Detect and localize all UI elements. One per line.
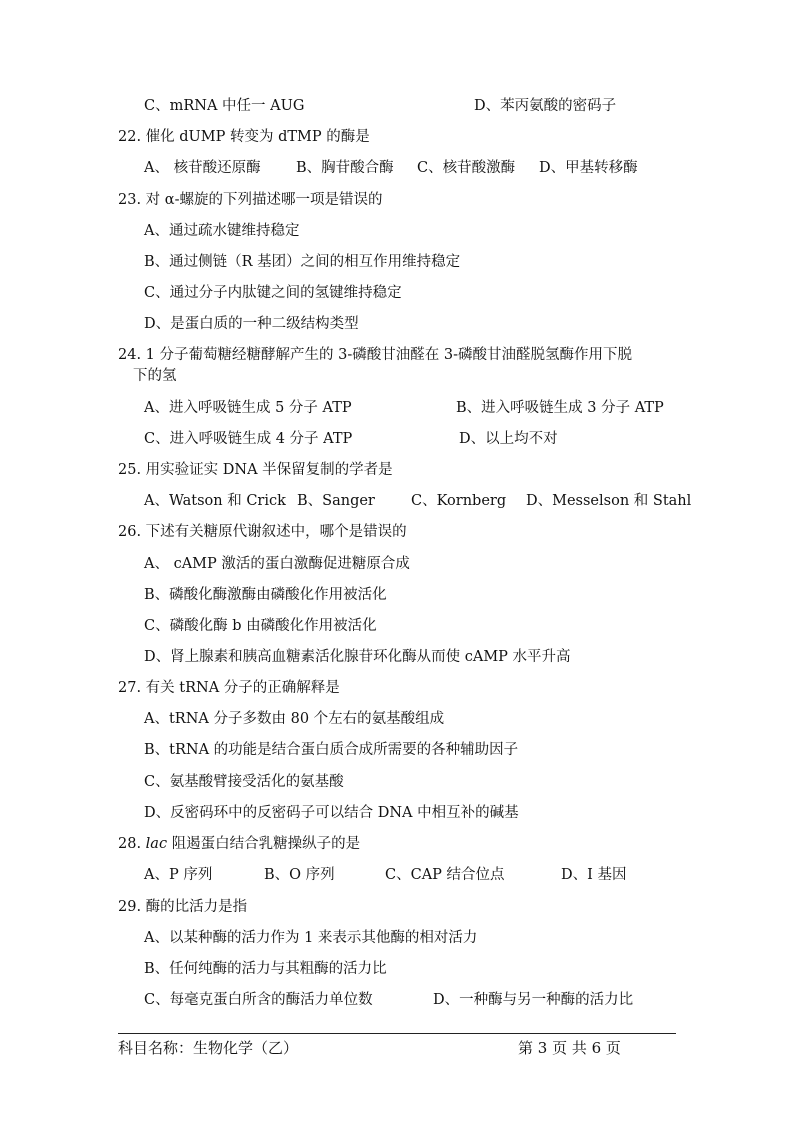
q28-stem-number: 28. <box>118 836 142 852</box>
q24-option-b: B、进入呼吸链生成 3 分子 ATP <box>456 400 664 416</box>
q23-option-a: A、通过疏水键维持稳定 <box>144 223 300 239</box>
q25-option-b: B、Sanger <box>297 493 375 509</box>
footer-page-number: 第 3 页 共 6 页 <box>518 1039 621 1057</box>
q27-option-a: A、tRNA 分子多数由 80 个左右的氨基酸组成 <box>144 711 445 727</box>
q24-option-c: C、进入呼吸链生成 4 分子 ATP <box>144 431 353 447</box>
q25-option-c: C、Kornberg <box>411 493 507 509</box>
footer-subject: 科目名称：生物化学（乙） <box>118 1039 299 1057</box>
q26-option-a: A、 cAMP 激活的蛋白激酶促进糖原合成 <box>144 556 410 572</box>
q28-option-c: C、CAP 结合位点 <box>385 867 505 883</box>
q22-option-a: A、 核苷酸还原酶 <box>144 160 261 176</box>
q27-option-b: B、tRNA 的功能是结合蛋白质合成所需要的各种辅助因子 <box>144 742 519 758</box>
q29-option-d: D、一种酶与另一种酶的活力比 <box>433 992 634 1008</box>
q29-option-b: B、任何纯酶的活力与其粗酶的活力比 <box>144 961 387 977</box>
q22-stem: 22. 催化 dUMP 转变为 dTMP 的酶是 <box>118 129 370 145</box>
q27-option-c: C、氨基酸臂接受活化的氨基酸 <box>144 774 344 790</box>
q22-option-b: B、胸苷酸合酶 <box>296 160 394 176</box>
q28-option-a: A、P 序列 <box>144 867 213 883</box>
q26-stem: 26. 下述有关糖原代谢叙述中，哪个是错误的 <box>118 524 407 540</box>
q29-stem: 29. 酶的比活力是指 <box>118 899 248 915</box>
q25-stem: 25. 用实验证实 DNA 半保留复制的学者是 <box>118 462 393 478</box>
q28-option-d: D、I 基因 <box>561 867 627 883</box>
q23-stem: 23. 对 α-螺旋的下列描述哪一项是错误的 <box>118 192 383 208</box>
q26-option-b: B、磷酸化酶激酶由磷酸化作用被活化 <box>144 587 387 603</box>
q23-option-b: B、通过侧链（R 基团）之间的相互作用维持稳定 <box>144 254 461 270</box>
q26-option-c: C、磷酸化酶 b 由磷酸化作用被活化 <box>144 618 377 634</box>
q25-option-a: A、Watson 和 Crick <box>144 493 286 509</box>
q28-stem-lac: lac <box>145 836 168 852</box>
q29-option-a: A、以某种酶的活力作为 1 来表示其他酶的相对活力 <box>144 930 478 946</box>
q28-stem-text: 阻遏蛋白结合乳糖操纵子的是 <box>171 836 361 852</box>
q24-stem-line2: 下的氢 <box>133 368 177 384</box>
q24-stem-line1: 24. 1 分子葡萄糖经糖酵解产生的 3-磷酸甘油醛在 3-磷酸甘油醛脱氢酶作用下脱 <box>118 347 632 363</box>
q22-option-d: D、甲基转移酶 <box>539 160 638 176</box>
q21-option-d: D、苯丙氨酸的密码子 <box>474 98 617 114</box>
q26-option-d: D、肾上腺素和胰高血糖素活化腺苷环化酶从而使 cAMP 水平升高 <box>144 649 571 665</box>
q24-option-d: D、以上均不对 <box>459 431 558 447</box>
q28-stem <box>118 835 360 853</box>
q23-option-d: D、是蛋白质的一种二级结构类型 <box>144 316 359 332</box>
q24-option-a: A、进入呼吸链生成 5 分子 ATP <box>144 400 352 416</box>
q23-option-c: C、通过分子内肽键之间的氢键维持稳定 <box>144 285 402 301</box>
q27-stem: 27. 有关 tRNA 分子的正确解释是 <box>118 680 340 696</box>
q22-option-c: C、核苷酸激酶 <box>417 160 516 176</box>
q25-option-d: D、Messelson 和 Stahl <box>526 493 692 509</box>
q27-option-d: D、反密码环中的反密码子可以结合 DNA 中相互补的碱基 <box>144 805 519 821</box>
q29-option-c: C、每毫克蛋白所含的酶活力单位数 <box>144 992 373 1008</box>
q21-option-c: C、mRNA 中任一 AUG <box>144 98 305 114</box>
q28-option-b: B、O 序列 <box>264 867 335 883</box>
footer-divider <box>118 1033 676 1034</box>
